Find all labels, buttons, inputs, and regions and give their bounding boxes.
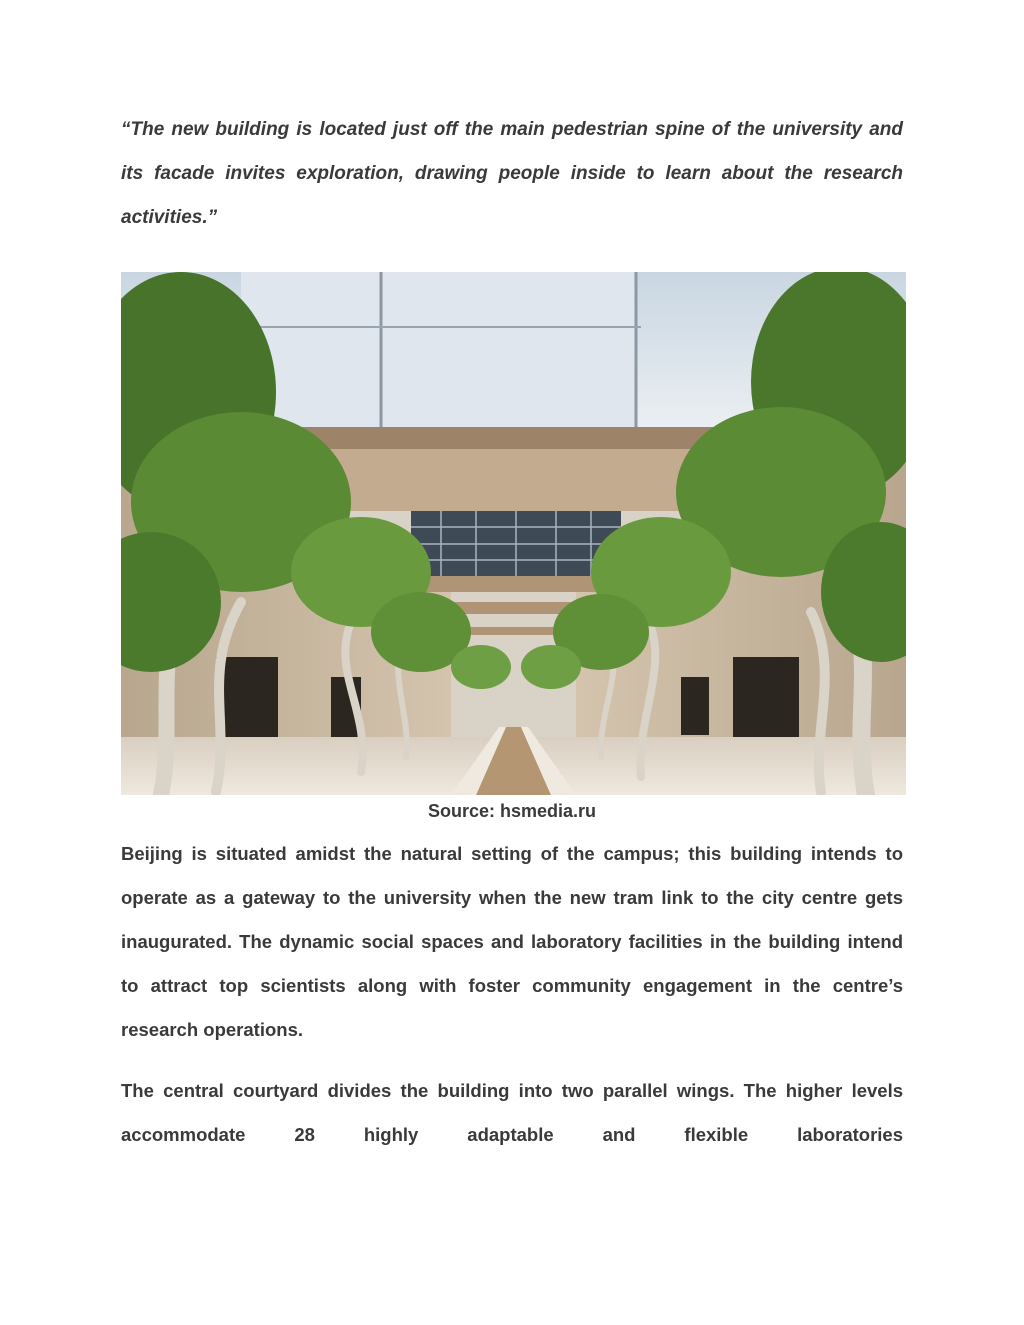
quote-block xyxy=(121,108,903,240)
pull-quote: “The new building is located just off the main pedestrian spine of the university and its facade invites exploration, drawing people inside to learn about the research activities.” xyxy=(121,119,903,228)
courtyard-photo xyxy=(121,272,906,795)
paragraph-1: Beijing is situated amidst the natural setting of the campus; this building intends to operate as a gateway to the university when the new tram link to the city centre gets inaugurated. The dynamic social spaces and laboratory facilities in the building intend to attract top scientists along with foster community engagement in the centre’s research operations. xyxy=(121,843,903,1040)
paragraph-2: The central courtyard divides the building into two parallel wings. The higher levels accommodate 28 highly adaptable and flexible laboratories xyxy=(121,1080,903,1145)
courtyard-photo-illustration xyxy=(121,272,906,795)
photo-caption: Source: hsmedia.ru xyxy=(427,801,597,821)
